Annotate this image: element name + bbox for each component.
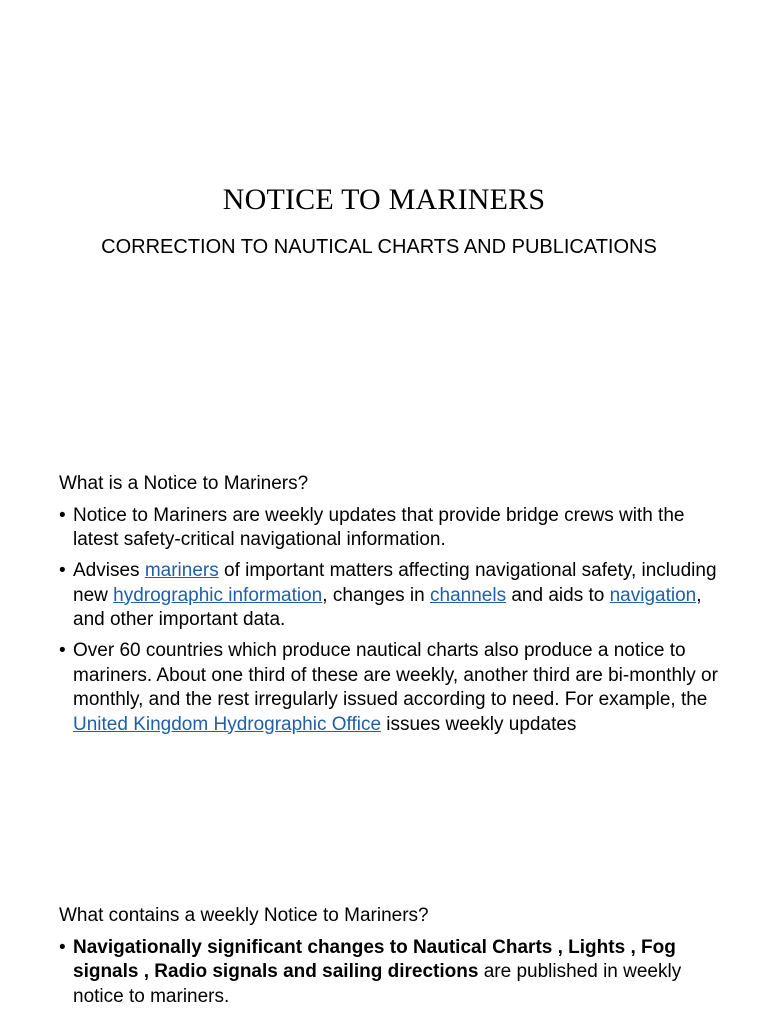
bullet-icon: • (59, 504, 66, 526)
bullet-text: , changes in (322, 584, 431, 606)
bullet-bold-text: Navigationally significant changes to Nautical Charts , Lights , Fog signals , Radio signals and sailing directions (73, 936, 676, 982)
bullet-list (59, 504, 719, 738)
bullet-text: Over 60 countries which produce nautical charts also produce a notice to mariners. About one third of these are weekly, another third are bi-monthly or monthly, and the rest irregularly issued according to need. For example, the (73, 640, 718, 710)
bullet-text: of important matters affecting navigational safety, including new (73, 560, 717, 606)
list-item (59, 639, 719, 737)
bullet-text: issues weekly updates (381, 713, 577, 735)
bullet-text: are published in weekly notice to mariners. (73, 961, 682, 1007)
list-item (59, 936, 719, 1010)
link-channels[interactable]: channels (430, 584, 507, 606)
page-subtitle: CORRECTION TO NAUTICAL CHARTS AND PUBLICATIONS (101, 236, 657, 258)
page-title: NOTICE TO MARINERS (222, 183, 546, 216)
bullet-icon: • (59, 936, 66, 958)
link-mariners[interactable]: mariners (144, 560, 219, 581)
bullet-list (59, 936, 719, 1010)
bullet-text: Notice to Mariners are weekly updates that provide bridge crews with the latest safety-critical navigational information. (73, 504, 685, 550)
bullet-text: , and other important data. (73, 584, 702, 630)
list-item (59, 559, 719, 633)
bullet-icon: • (59, 640, 66, 661)
list-item (59, 504, 719, 553)
bullet-text: and aids to (506, 584, 610, 606)
link-navigation[interactable]: navigation (609, 584, 697, 606)
section-what-is (59, 472, 719, 744)
bullet-icon: • (59, 560, 66, 581)
section-heading: What is a Notice to Mariners? (59, 473, 309, 494)
link-hydrographic-information[interactable]: hydrographic information (113, 584, 323, 606)
section-what-contains (59, 904, 719, 1016)
bullet-text: Advises (73, 560, 145, 581)
link-ukho[interactable]: United Kingdom Hydrographic Office (73, 713, 382, 735)
section-heading: What contains a weekly Notice to Mariners? (59, 905, 429, 926)
